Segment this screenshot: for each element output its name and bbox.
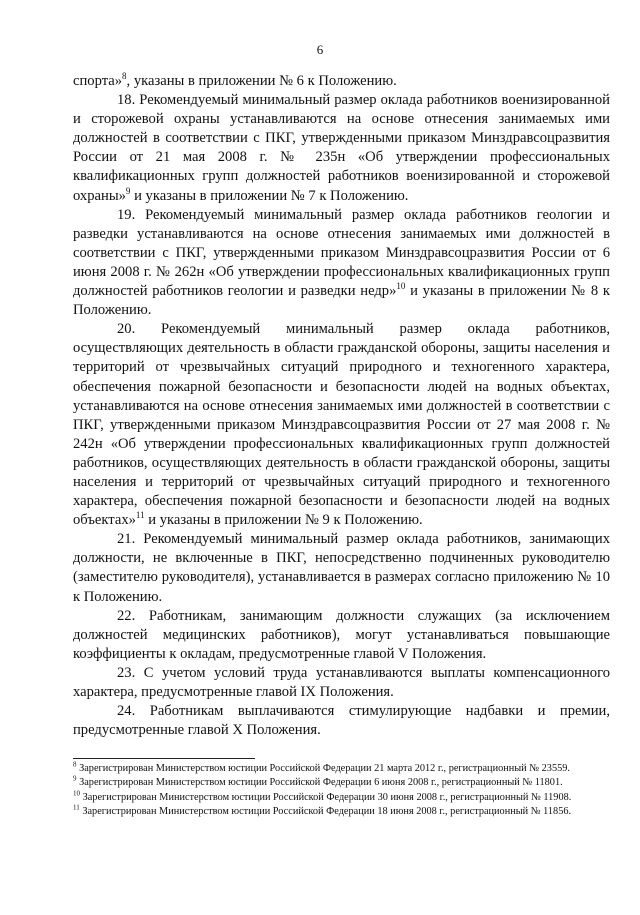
- paragraph-continuation: спорта»$^8$, указаны в приложении № 6 к Положению.: [73, 71, 397, 89]
- footnote-divider: [73, 758, 255, 759]
- paragraph-18: 18. Рекомендуемый минимальный размер оклада работников военизированной и сторожевой охраны устанавливаются на основе отнесения занимаемых ими должностей в соответствии с ПКГ, утвержденными приказом Минздравсоцразвития России от 21 мая 2008 г. № 235н «Об утверждении профессиональных квалификационных групп должностей работников военизированной и сторожевой охраны»$^9$ и указаны в приложении № 7 к Положению.: [73, 92, 610, 204]
- footnote-ref-8: 8: [122, 71, 127, 82]
- paragraph-22: 22. Работникам, занимающим должности служащих (за исключением должностей медицинских работников), могут устанавливаться повышающие коэффициенты к окладам, предусмотренные главой V Положения.: [73, 607, 610, 662]
- footnote-ref-9: 9: [125, 185, 131, 196]
- page-number: 6: [316, 42, 324, 57]
- footnotes: [73, 762, 610, 820]
- footnote-ref-10: 10: [396, 281, 406, 292]
- paragraph-23: 23. С учетом условий труда устанавливаются выплаты компенсационного характера, предусмотренные главой IX Положения.: [73, 664, 610, 700]
- paragraph-24: 24. Работникам выплачиваются стимулирующие надбавки и премии, предусмотренные главой X Положения.: [73, 703, 610, 739]
- footnote-8: $^8$ Зарегистрирован Министерством юстиции Российской Федерации 21 марта 2012 г., регистрационный № 23559.: [73, 760, 570, 774]
- footnote-10: $^{10}$ Зарегистрирован Министерством юстиции Российской Федерации 30 июня 2008 г., регистрационный № 11908.: [73, 789, 572, 803]
- footnote-9: $^9$ Зарегистрирован Министерством юстиции Российской Федерации 6 июня 2008 г., регистрационный № 11801.: [73, 774, 563, 789]
- paragraph-21: 21. Рекомендуемый минимальный размер оклада работников, занимающих должности, не включенные в ПКГ, непосредственно подчиненных руководителю (заместителю руководителя), устанавливается в размерах согласно приложению № 10 к Положению.: [73, 531, 610, 605]
- document-body: [73, 72, 610, 740]
- paragraph-19: 19. Рекомендуемый минимальный размер оклада работников геологии и разведки устанавливаются на основе отнесения занимаемых ими должностей в соответствии с ПКГ, утвержденными приказом Минздравсоцразвития России от 6 июня 2008 г. № 262н «Об утверждении профессиональных квалификационных групп должностей работников геологии и разведки недр»$^{10}$ и указаны в приложении № 8 к Положению.: [73, 206, 610, 319]
- footnote-11: $^{11}$ Зарегистрирован Министерством юстиции Российской Федерации 18 июня 2008 г., регистрационный № 11856.: [73, 803, 572, 818]
- footnote-ref-11: 11: [135, 510, 145, 521]
- paragraph-20: 20. Рекомендуемый минимальный размер оклада работников, осуществляющих деятельность в области гражданской обороны, защиты населения и территорий от чрезвычайных ситуаций природного и техногенного характера, обеспечения пожарной безопасности и безопасности людей на водных объектах, устанавливаются на основе отнесения занимаемых ими должностей в соответствии с ПКГ, утвержденными приказом Минздравсоцразвития России от 27 мая 2008 г. № 242н «Об утверждении профессиональных квалификационных групп должностей работников, осуществляющих деятельность в области гражданской обороны, защиты населения и территорий от чрезвычайных ситуаций природного и техногенного характера, обеспечения пожарной безопасности и безопасности людей на водных объектах»$^{11}$ и указаны в приложении № 9 к Положению.: [73, 321, 610, 529]
